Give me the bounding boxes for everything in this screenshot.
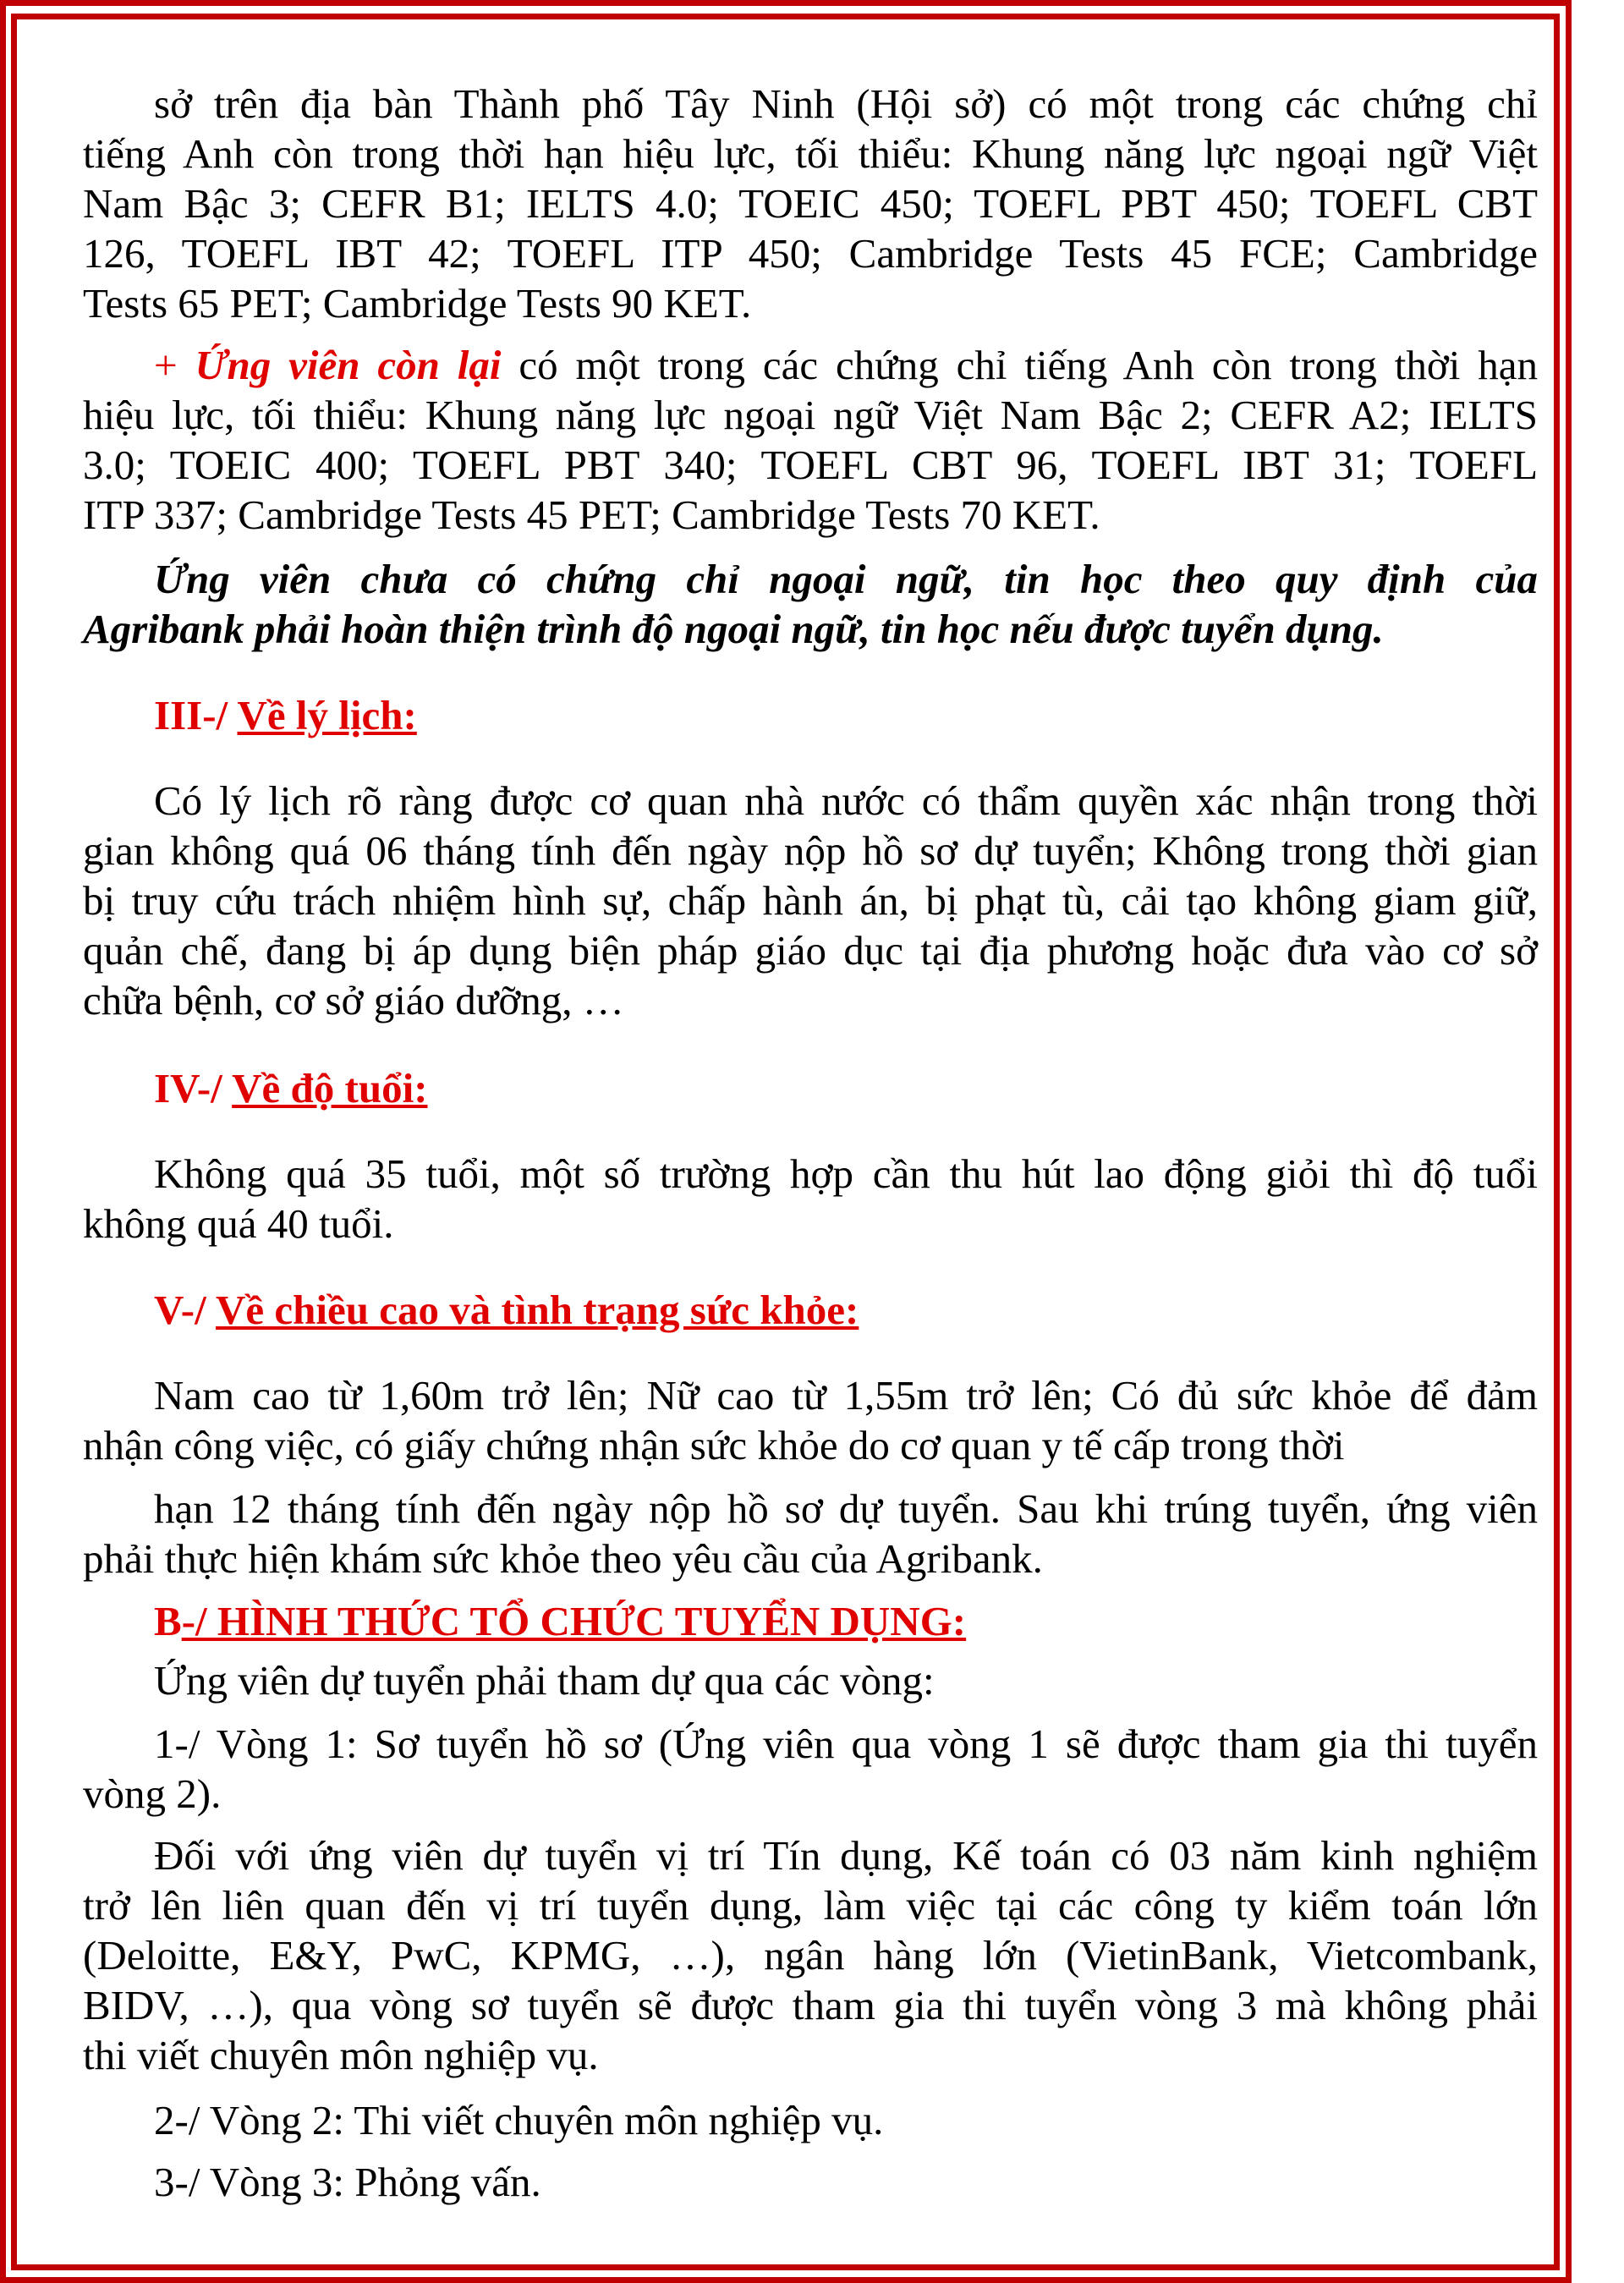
plus-sign: + [154,342,195,388]
text-line: 3-/ Vòng 3: Phỏng vấn. [154,2159,541,2205]
heading-title: Về độ tuổi: [232,1065,428,1111]
text-line: quản chế, đang bị áp dụng biện pháp giáo dục tại địa phương hoặc đưa vào cơ sở [83,927,1538,974]
text-line: Tests 65 PET; Cambridge Tests 90 KET. [83,280,752,327]
text-line: hiệu lực, tối thiểu: Khung năng lực ngoại ngữ Việt Nam Bậc 2; CEFR A2; IELTS [83,392,1538,438]
text-line: không quá 40 tuổi. [83,1200,394,1247]
emphasis-label: Ứng viên còn lại [195,342,502,388]
text-line: 2-/ Vòng 2: Thi viết chuyên môn nghiệp vụ. [154,2097,884,2143]
text-line: bị truy cứu trách nhiệm hình sự, chấp hành án, bị phạt tù, cải tạo không giam giữ, [83,877,1538,924]
text-line: Đối với ứng viên dự tuyển vị trí Tín dụng, Kế toán có 03 năm kinh nghiệm [154,1832,1538,1879]
text-line: (Deloitte, E&Y, PwC, KPMG, …), ngân hàng lớn (VietinBank, Vietcombank, [83,1932,1538,1978]
text-line: phải thực hiện khám sức khỏe theo yêu cầu của Agribank. [83,1535,1043,1582]
heading-recruitment-form [83,1596,1538,1646]
paragraph-note [83,554,1538,654]
heading-number: IV-/ [154,1065,233,1111]
text-line: Ứng viên dự tuyển phải tham dự qua các vòng: [154,1657,935,1704]
text-line: hạn 12 tháng tính đến ngày nộp hồ sơ dự tuyển. Sau khi trúng tuyển, ứng viên [154,1485,1538,1532]
text-line: 126, TOEFL IBT 42; TOEFL ITP 450; Cambridge Tests 45 FCE; Cambridge [83,230,1538,277]
heading-health [83,1285,1538,1335]
heading-title: -/ HÌNH THỨC TỔ CHỨC TUYỂN DỤNG: [181,1598,967,1644]
text-line [83,340,1538,390]
text-line: chữa bệnh, cơ sở giáo dưỡng, … [83,977,624,1024]
text-line: gian không quá 06 tháng tính đến ngày nộp hồ sơ dự tuyển; Không trong thời gian [83,827,1538,874]
paragraph-english-hq [83,79,1538,328]
paragraph-experience [83,1830,1538,2080]
text-run: có một trong các chứng chỉ tiếng Anh còn trong thời hạn [501,342,1538,388]
text-line: vòng 2). [83,1770,222,1817]
paragraph-rounds-intro [83,1655,1538,1705]
paragraph-round-1 [83,1719,1538,1819]
text-line: trở lên liên quan đến vị trí tuyển dụng, làm việc tại các công ty kiểm toán lớn [83,1882,1538,1929]
text-line: Không quá 35 tuổi, một số trường hợp cần thu hút lao động giỏi thì độ tuổi [154,1150,1538,1197]
heading-number: B [154,1598,182,1644]
text-line: Ứng viên chưa có chứng chỉ ngoại ngữ, tin học theo quy định của [154,556,1538,602]
heading-age [83,1063,1538,1113]
text-line: Có lý lịch rõ ràng được cơ quan nhà nước có thẩm quyền xác nhận trong thời [154,777,1538,824]
text-line: Nam cao từ 1,60m trở lên; Nữ cao từ 1,55m trở lên; Có đủ sức khỏe để đảm [154,1372,1538,1419]
heading-number: V-/ [154,1287,217,1333]
text-line: tiếng Anh còn trong thời hạn hiệu lực, tối thiểu: Khung năng lực ngoại ngữ Việt [83,130,1538,177]
heading-background [83,690,1538,740]
paragraph-health-2 [83,1484,1538,1583]
text-line: sở trên địa bàn Thành phố Tây Ninh (Hội sở) có một trong các chứng chỉ [154,80,1538,127]
text-line: nhận công việc, có giấy chứng nhận sức khỏe do cơ quan y tế cấp trong thời [83,1422,1345,1468]
paragraph-background [83,776,1538,1025]
text-line: thi viết chuyên môn nghiệp vụ. [83,2032,599,2078]
heading-number: III-/ [154,692,238,738]
text-line: 3.0; TOEIC 400; TOEFL PBT 340; TOEFL CBT 96, TOEFL IBT 31; TOEFL [83,442,1538,488]
text-line: BIDV, …), qua vòng sơ tuyển sẽ được tham gia thi tuyển vòng 3 mà không phải [83,1982,1538,2028]
paragraph-round-3 [83,2157,1538,2207]
text-line: Agribank phải hoàn thiện trình độ ngoại ngữ, tin học nếu được tuyển dụng. [83,606,1384,652]
text-line: Nam Bậc 3; CEFR B1; IELTS 4.0; TOEIC 450; TOEFL PBT 450; TOEFL CBT [83,180,1538,227]
paragraph-age [83,1149,1538,1249]
paragraph-round-2 [83,2095,1538,2145]
paragraph-health [83,1370,1538,1470]
heading-title: Về chiều cao và tình trạng sức khỏe: [216,1287,859,1333]
text-line: 1-/ Vòng 1: Sơ tuyển hồ sơ (Ứng viên qua vòng 1 sẽ được tham gia thi tuyển [154,1720,1538,1767]
paragraph-english-others [83,340,1538,540]
heading-title: Về lý lịch: [237,692,417,738]
text-line: ITP 337; Cambridge Tests 45 PET; Cambridge Tests 70 KET. [83,491,1100,538]
